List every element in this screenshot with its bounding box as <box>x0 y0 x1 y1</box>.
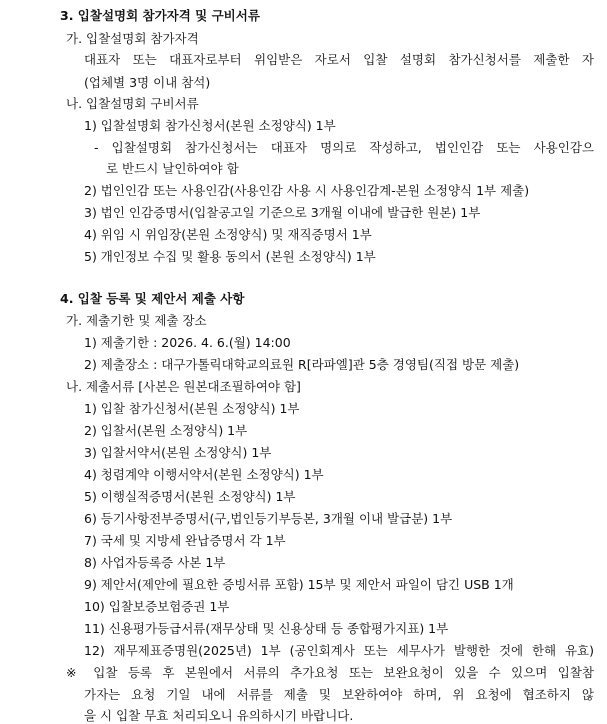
list-item: 6) 등기사항전부증명서(구,법인등기부등본, 3개월 이내 발급분) 1부 <box>84 511 453 526</box>
list-item: 1) 제출기한 : 2026. 4. 6.(월) 14:00 <box>84 335 291 350</box>
list-item: 11) 신용평가등급서류(재무상태 및 신용상태 등 종합평가지표) 1부 <box>84 621 449 636</box>
list-item: 3) 법인 인감증명서(입찰공고일 기준으로 3개월 이내에 발급한 원본) 1부 <box>84 205 481 220</box>
list-item: 8) 사업자등록증 사본 1부 <box>84 555 226 570</box>
list-item: 4) 청렴계약 이행서약서(본원 소정양식) 1부 <box>84 467 324 482</box>
list-item: 12) 재무제표증명원(2025년) 1부 (공인회계사 또는 세무사가 발행한 것에 한해 유효) <box>84 643 594 658</box>
list-item: 2) 제출장소 : 대구가톨릭대학교의료원 R[라파엘]관 5층 경영팀(직접 방문 제출) <box>84 357 520 372</box>
list-item: 9) 제안서(제안에 필요한 증빙서류 포함) 15부 및 제안서 파일이 담긴 USB 1개 <box>84 577 514 592</box>
list-item: 로 반드시 날인하여야 함 <box>106 161 239 176</box>
section-3a-heading: 가. 입찰설명회 참가자격 <box>66 31 199 46</box>
list-item: 2) 입찰서(본원 소정양식) 1부 <box>84 423 248 438</box>
list-item: 1) 입찰 참가신청서(본원 소정양식) 1부 <box>84 401 300 416</box>
list-item: 10) 입찰보증보험증권 1부 <box>84 599 230 614</box>
section-3a-text: (업체별 3명 이내 참석) <box>84 75 211 90</box>
section-3-title: 3. 입찰설명회 참가자격 및 구비서류 <box>60 8 260 23</box>
section-3a-text: 대표자 또는 대표자로부터 위임받은 자로서 입찰 설명회 참가신청서를 제출한 자 <box>84 52 594 67</box>
section-4-title: 4. 입찰 등록 및 제안서 제출 사항 <box>60 291 245 306</box>
notice-text: 가자는 요청 기일 내에 서류를 제출 및 보완하여야 하며, 위 요청에 협조하지 않 <box>84 687 594 702</box>
list-item: 3) 입찰서약서(본원 소정양식) 1부 <box>84 445 272 460</box>
section-4a-heading: 가. 제출기한 및 제출 장소 <box>66 313 207 328</box>
section-4b-heading: 나. 제출서류 [사본은 원본대조필하여야 함] <box>66 379 301 394</box>
list-item: 7) 국세 및 지방세 완납증명서 각 1부 <box>84 533 286 548</box>
section-3b-heading: 나. 입찰설명회 구비서류 <box>66 96 199 111</box>
notice-text: 을 시 입찰 무효 처리되오니 유의하시기 바랍니다. <box>84 708 354 723</box>
list-item: 1) 입찰설명회 참가신청서(본원 소정양식) 1부 <box>84 118 336 133</box>
list-item: 2) 법인인감 또는 사용인감(사용인감 사용 시 사용인감계-본원 소정양식 1부 제출) <box>84 183 530 198</box>
list-item: 5) 개인정보 수집 및 활용 동의서 (본원 소정양식) 1부 <box>84 249 376 264</box>
list-item: - 입찰설명회 참가신청서는 대표자 명의로 작성하고, 법인인감 또는 사용인감으 <box>94 140 594 155</box>
notice-text: ※ 입찰 등록 후 본원에서 서류의 추가요청 또는 보완요청이 있을 수 있으며 입찰참 <box>66 665 594 680</box>
list-item: 4) 위임 시 위임장(본원 소정양식) 및 재직증명서 1부 <box>84 227 372 242</box>
list-item: 5) 이행실적증명서(본원 소정양식) 1부 <box>84 489 296 504</box>
